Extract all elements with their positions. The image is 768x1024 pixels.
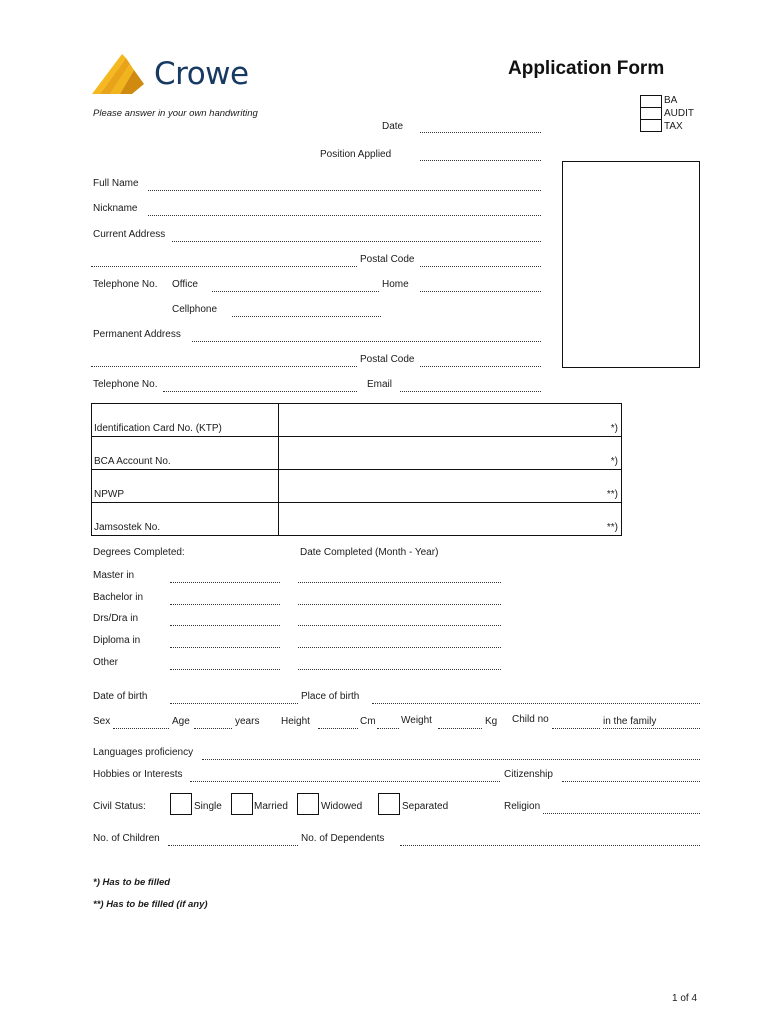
degree-date-field-drs[interactable] [298,625,501,626]
crowe-brand-name: Crowe [154,56,249,92]
id-row-input[interactable]: *) [279,404,622,437]
cm-label: Cm [360,716,376,727]
current-address-line2-field[interactable] [91,266,357,267]
kg-label: Kg [485,716,498,727]
civil-option-separated: Separated [402,801,449,812]
home-label: Home [382,279,409,290]
telephone-label-2: Telephone No. [93,379,158,390]
crowe-logo-mark-icon [90,50,150,96]
email-field[interactable] [400,391,541,392]
dept-label-ba: BA [664,95,678,106]
civil-option-widowed: Widowed [321,801,363,812]
civil-checkbox-separated[interactable] [378,793,400,815]
id-row-input[interactable]: **) [279,503,622,536]
hobbies-field[interactable] [190,781,500,782]
table-row [92,404,622,437]
civil-checkbox-single[interactable] [170,793,192,815]
civil-option-married: Married [254,801,288,812]
date-completed-heading: Date Completed (Month - Year) [300,547,439,558]
email-label: Email [367,379,393,390]
degree-field-diploma[interactable] [170,647,280,648]
dept-label-tax: TAX [664,121,683,132]
weight-label: Weight [401,715,432,726]
children-field[interactable] [168,845,298,846]
civil-status-label: Civil Status: [93,801,146,812]
position-applied-label: Position Applied [320,149,392,160]
sex-label: Sex [93,716,111,727]
degree-date-field-bachelor[interactable] [298,604,501,605]
note-optional: **) Has to be filled (if any) [93,899,208,910]
postal-code-label-2: Postal Code [360,354,415,365]
dept-checkbox-tax[interactable] [640,119,662,132]
id-row-label: NPWP [92,470,279,503]
table-row [92,503,622,536]
degree-field-master[interactable] [170,582,280,583]
sex-field[interactable] [113,728,169,729]
civil-option-single: Single [194,801,222,812]
nickname-field[interactable] [148,215,541,216]
citizenship-field[interactable] [562,781,700,782]
citizenship-label: Citizenship [504,769,553,780]
age-field[interactable] [194,728,232,729]
office-label: Office [172,279,198,290]
permanent-address-label: Permanent Address [93,329,181,340]
degree-date-field-master[interactable] [298,582,501,583]
hobbies-label: Hobbies or Interests [93,769,183,780]
religion-field[interactable] [543,813,700,814]
id-row-label: Identification Card No. (KTP) [92,404,279,437]
dependents-field[interactable] [400,845,700,846]
telephone-field-2[interactable] [163,391,357,392]
position-applied-field[interactable] [420,160,541,161]
degree-field-bachelor[interactable] [170,604,280,605]
full-name-label: Full Name [93,178,139,189]
child-no-label: Child no [512,714,549,725]
years-label: years [235,716,260,727]
id-row-input[interactable]: **) [279,470,622,503]
age-label: Age [172,716,190,727]
photo-box [562,161,700,368]
religion-label: Religion [504,801,541,812]
degree-label-diploma: Diploma in [93,635,141,646]
full-name-field[interactable] [148,190,541,191]
telephone-label-1: Telephone No. [93,279,158,290]
date-of-birth-label: Date of birth [93,691,148,702]
civil-checkbox-widowed[interactable] [297,793,319,815]
languages-label: Languages proficiency [93,747,194,758]
in-family-label: in the family [603,716,657,727]
id-row-label: Jamsostek No. [92,503,279,536]
permanent-address-field[interactable] [192,341,541,342]
degree-label-other: Other [93,657,119,668]
postal-code-field-1[interactable] [420,266,541,267]
date-of-birth-field[interactable] [170,703,298,704]
children-label: No. of Children [93,833,160,844]
office-phone-field[interactable] [212,291,379,292]
degree-date-field-other[interactable] [298,669,501,670]
note-required: *) Has to be filled [93,877,171,888]
cellphone-field[interactable] [232,316,381,317]
place-of-birth-label: Place of birth [301,691,360,702]
current-address-label: Current Address [93,229,166,240]
date-field[interactable] [420,132,541,133]
id-row-label: BCA Account No. [92,437,279,470]
postal-code-field-2[interactable] [420,366,541,367]
id-numbers-table [91,403,622,536]
degrees-heading: Degrees Completed: [93,547,185,558]
degree-label-master: Master in [93,570,135,581]
weight-field[interactable] [438,728,482,729]
place-of-birth-field[interactable] [372,703,700,704]
home-phone-field[interactable] [420,291,541,292]
dependents-label: No. of Dependents [301,833,385,844]
table-row [92,437,622,470]
current-address-field[interactable] [172,241,541,242]
handwriting-instruction: Please answer in your own handwriting [93,108,258,119]
height-label: Height [281,716,310,727]
page-number: 1 of 4 [672,993,698,1004]
civil-checkbox-married[interactable] [231,793,253,815]
in-family-line [603,728,700,729]
child-no-field[interactable] [552,728,600,729]
height-field[interactable] [318,728,358,729]
cellphone-label: Cellphone [172,304,218,315]
page-title: Application Form [508,58,665,79]
permanent-address-line2-field[interactable] [91,366,357,367]
degree-label-bachelor: Bachelor in [93,592,144,603]
date-label: Date [382,121,404,132]
postal-code-label-1: Postal Code [360,254,415,265]
dept-label-audit: AUDIT [664,108,694,119]
table-row [92,470,622,503]
nickname-label: Nickname [93,203,138,214]
degree-label-drs: Drs/Dra in [93,613,139,624]
degree-field-drs[interactable] [170,625,280,626]
degree-field-other[interactable] [170,669,280,670]
cm-gap-field[interactable] [377,728,399,729]
id-row-input[interactable]: *) [279,437,622,470]
languages-field[interactable] [202,759,700,760]
crowe-logo [90,50,150,96]
degree-date-field-diploma[interactable] [298,647,501,648]
